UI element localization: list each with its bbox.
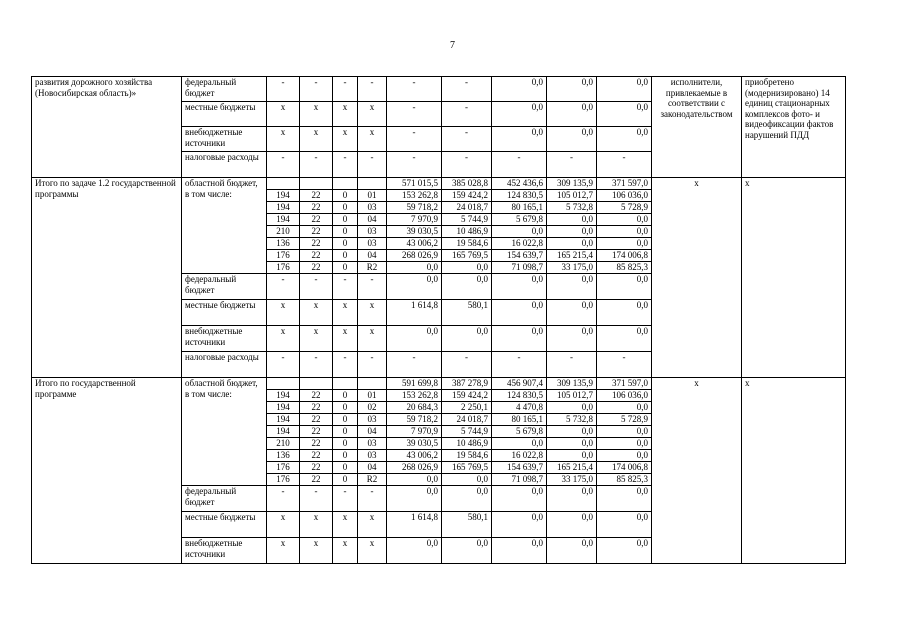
value-2019: 0,0 xyxy=(387,474,442,486)
code-grbs: 136 xyxy=(267,450,300,462)
value-2019: 43 006,2 xyxy=(387,238,442,250)
value-2019: 43 006,2 xyxy=(387,450,442,462)
value-2020: 0,0 xyxy=(442,486,492,512)
value-2022: 0,0 xyxy=(547,326,597,352)
value-2023: 0,0 xyxy=(597,438,652,450)
value-2023: 0,0 xyxy=(597,300,652,326)
value-2021: 5 679,8 xyxy=(492,214,547,226)
value-2020: 385 028,8 xyxy=(442,178,492,190)
value-2019: 39 030,5 xyxy=(387,438,442,450)
value-2019: 39 030,5 xyxy=(387,226,442,238)
code-grbs: x xyxy=(267,102,300,127)
measure-name: Итого по государственной программе xyxy=(32,378,182,564)
code-pr: - xyxy=(333,152,358,178)
value-2021: 4 470,8 xyxy=(492,402,547,414)
value-2022: 0,0 xyxy=(547,426,597,438)
value-2023: 0,0 xyxy=(597,512,652,538)
value-2023: 174 006,8 xyxy=(597,250,652,262)
code-grbs: x xyxy=(267,538,300,564)
budget-table xyxy=(31,76,846,564)
code-pr: 0 xyxy=(333,402,358,414)
value-2020: 24 018,7 xyxy=(442,414,492,426)
value-2019: 571 015,5 xyxy=(387,178,442,190)
value-2019: 268 026,9 xyxy=(387,250,442,262)
value-2022: - xyxy=(547,152,597,178)
table-row xyxy=(32,378,846,390)
value-2020: - xyxy=(442,152,492,178)
code-grbs: 194 xyxy=(267,390,300,402)
code-rz: 22 xyxy=(300,262,333,274)
code-grbs: x xyxy=(267,127,300,152)
code-grbs: 194 xyxy=(267,202,300,214)
value-2020: 0,0 xyxy=(442,326,492,352)
code-vr xyxy=(358,178,387,190)
value-2023: 0,0 xyxy=(597,238,652,250)
code-vr: - xyxy=(358,352,387,378)
value-2022: 105 012,7 xyxy=(547,190,597,202)
value-2020: 0,0 xyxy=(442,538,492,564)
value-2021: 0,0 xyxy=(492,127,547,152)
code-grbs xyxy=(267,178,300,190)
value-2021: 456 907,4 xyxy=(492,378,547,390)
code-vr: 03 xyxy=(358,450,387,462)
value-2021: 71 098,7 xyxy=(492,474,547,486)
code-rz: x xyxy=(300,512,333,538)
code-vr: 02 xyxy=(358,402,387,414)
code-vr: x xyxy=(358,102,387,127)
code-rz: - xyxy=(300,152,333,178)
value-2023: 0,0 xyxy=(597,226,652,238)
value-2022: 0,0 xyxy=(547,226,597,238)
value-2021: - xyxy=(492,352,547,378)
value-2019: 1 614,8 xyxy=(387,512,442,538)
value-2022: 0,0 xyxy=(547,438,597,450)
value-2019: 153 262,8 xyxy=(387,190,442,202)
measure-name: развития дорожного хозяйства (Новосибирская область)» xyxy=(32,77,182,178)
value-2020: 159 424,2 xyxy=(442,390,492,402)
value-2023: 0,0 xyxy=(597,538,652,564)
code-pr: 0 xyxy=(333,414,358,426)
value-2019: 0,0 xyxy=(387,274,442,300)
value-2019: - xyxy=(387,102,442,127)
value-2022: 0,0 xyxy=(547,450,597,462)
value-2023: 371 597,0 xyxy=(597,378,652,390)
funding-source: внебюджетные источники xyxy=(182,127,267,152)
code-grbs: 210 xyxy=(267,226,300,238)
code-rz: - xyxy=(300,352,333,378)
funding-source: областной бюджет, в том числе: xyxy=(182,178,267,274)
code-grbs: - xyxy=(267,274,300,300)
funding-source: местные бюджеты xyxy=(182,512,267,538)
value-2021: 0,0 xyxy=(492,300,547,326)
value-2021: 80 165,1 xyxy=(492,414,547,426)
value-2020: 0,0 xyxy=(442,274,492,300)
value-2023: - xyxy=(597,152,652,178)
expected-result: приобретено (модернизировано) 14 единиц стационарных комплексов фото- и видеофиксации фактов нарушений ПДД xyxy=(742,77,846,178)
value-2021: 0,0 xyxy=(492,326,547,352)
value-2021: - xyxy=(492,152,547,178)
code-grbs: 194 xyxy=(267,414,300,426)
value-2023: 85 825,3 xyxy=(597,262,652,274)
code-vr: 04 xyxy=(358,250,387,262)
value-2020: - xyxy=(442,77,492,102)
code-vr: 03 xyxy=(358,414,387,426)
value-2020: - xyxy=(442,127,492,152)
value-2023: 0,0 xyxy=(597,450,652,462)
value-2023: 371 597,0 xyxy=(597,178,652,190)
code-grbs: 176 xyxy=(267,474,300,486)
code-vr: x xyxy=(358,326,387,352)
code-pr: x xyxy=(333,127,358,152)
code-vr: 03 xyxy=(358,238,387,250)
code-grbs: 176 xyxy=(267,462,300,474)
executors: исполнители, привлекаемые в соответствии с законодательством xyxy=(652,77,742,178)
value-2022: 0,0 xyxy=(547,214,597,226)
code-pr: 0 xyxy=(333,438,358,450)
value-2019: 20 684,3 xyxy=(387,402,442,414)
value-2022: 165 215,4 xyxy=(547,462,597,474)
code-pr: x xyxy=(333,326,358,352)
code-vr: - xyxy=(358,77,387,102)
code-rz: - xyxy=(300,77,333,102)
value-2021: 0,0 xyxy=(492,77,547,102)
value-2020: 387 278,9 xyxy=(442,378,492,390)
code-vr: R2 xyxy=(358,262,387,274)
value-2021: 0,0 xyxy=(492,512,547,538)
value-2022: 5 732,8 xyxy=(547,202,597,214)
value-2020: 165 769,5 xyxy=(442,250,492,262)
code-rz: 22 xyxy=(300,202,333,214)
value-2022: 0,0 xyxy=(547,538,597,564)
code-vr: - xyxy=(358,152,387,178)
code-vr: 03 xyxy=(358,438,387,450)
code-pr: x xyxy=(333,538,358,564)
value-2022: 165 215,4 xyxy=(547,250,597,262)
code-grbs: x xyxy=(267,512,300,538)
value-2023: 0,0 xyxy=(597,102,652,127)
code-rz: x xyxy=(300,300,333,326)
code-pr: - xyxy=(333,486,358,512)
code-grbs: 194 xyxy=(267,214,300,226)
value-2023: 5 728,9 xyxy=(597,202,652,214)
value-2022: 0,0 xyxy=(547,512,597,538)
code-vr: 03 xyxy=(358,226,387,238)
code-pr: 0 xyxy=(333,238,358,250)
code-vr: - xyxy=(358,486,387,512)
value-2019: - xyxy=(387,352,442,378)
value-2023: 85 825,3 xyxy=(597,474,652,486)
funding-source: налоговые расходы xyxy=(182,152,267,178)
table-row xyxy=(32,178,846,190)
funding-source: внебюджетные источники xyxy=(182,538,267,564)
code-pr: 0 xyxy=(333,226,358,238)
value-2019: 0,0 xyxy=(387,326,442,352)
value-2019: 591 699,8 xyxy=(387,378,442,390)
value-2023: 0,0 xyxy=(597,326,652,352)
code-rz: - xyxy=(300,486,333,512)
value-2022: 309 135,9 xyxy=(547,178,597,190)
code-grbs: - xyxy=(267,352,300,378)
value-2020: 2 250,1 xyxy=(442,402,492,414)
value-2023: 0,0 xyxy=(597,486,652,512)
value-2021: 16 022,8 xyxy=(492,238,547,250)
value-2021: 0,0 xyxy=(492,538,547,564)
value-2020: 580,1 xyxy=(442,512,492,538)
code-vr: x xyxy=(358,538,387,564)
code-pr: x xyxy=(333,102,358,127)
code-vr: 04 xyxy=(358,214,387,226)
code-grbs: 194 xyxy=(267,426,300,438)
value-2020: 24 018,7 xyxy=(442,202,492,214)
value-2022: 309 135,9 xyxy=(547,378,597,390)
code-pr: 0 xyxy=(333,450,358,462)
executors: x xyxy=(652,378,742,564)
code-rz: 22 xyxy=(300,450,333,462)
code-pr xyxy=(333,178,358,190)
value-2019: - xyxy=(387,152,442,178)
value-2023: 0,0 xyxy=(597,214,652,226)
value-2021: 0,0 xyxy=(492,226,547,238)
code-pr: 0 xyxy=(333,214,358,226)
code-vr: 01 xyxy=(358,190,387,202)
code-vr: R2 xyxy=(358,474,387,486)
value-2020: - xyxy=(442,102,492,127)
code-pr: - xyxy=(333,77,358,102)
value-2020: 19 584,6 xyxy=(442,238,492,250)
value-2023: 0,0 xyxy=(597,77,652,102)
code-rz: 22 xyxy=(300,214,333,226)
code-grbs: 194 xyxy=(267,190,300,202)
funding-source: федеральный бюджет xyxy=(182,274,267,300)
value-2020: 19 584,6 xyxy=(442,450,492,462)
code-rz: x xyxy=(300,326,333,352)
code-rz: 22 xyxy=(300,226,333,238)
code-grbs: x xyxy=(267,300,300,326)
code-grbs: 136 xyxy=(267,238,300,250)
value-2022: - xyxy=(547,352,597,378)
value-2023: 0,0 xyxy=(597,274,652,300)
code-rz: 22 xyxy=(300,438,333,450)
funding-source: местные бюджеты xyxy=(182,102,267,127)
value-2020: 10 486,9 xyxy=(442,226,492,238)
code-vr: 03 xyxy=(358,202,387,214)
value-2023: 0,0 xyxy=(597,426,652,438)
code-grbs: 194 xyxy=(267,402,300,414)
code-grbs: x xyxy=(267,326,300,352)
value-2022: 0,0 xyxy=(547,486,597,512)
value-2019: 268 026,9 xyxy=(387,462,442,474)
value-2023: - xyxy=(597,352,652,378)
code-rz: x xyxy=(300,102,333,127)
code-pr: 0 xyxy=(333,202,358,214)
code-pr: 0 xyxy=(333,390,358,402)
code-pr: 0 xyxy=(333,262,358,274)
value-2019: 59 718,2 xyxy=(387,202,442,214)
value-2020: 0,0 xyxy=(442,474,492,486)
value-2021: 80 165,1 xyxy=(492,202,547,214)
value-2021: 71 098,7 xyxy=(492,262,547,274)
executors: x xyxy=(652,178,742,378)
code-pr: - xyxy=(333,352,358,378)
value-2019: 153 262,8 xyxy=(387,390,442,402)
value-2021: 0,0 xyxy=(492,274,547,300)
code-pr: - xyxy=(333,274,358,300)
page-number: 7 xyxy=(450,40,455,51)
code-vr: x xyxy=(358,512,387,538)
code-vr: 04 xyxy=(358,426,387,438)
value-2021: 124 830,5 xyxy=(492,390,547,402)
value-2023: 5 728,9 xyxy=(597,414,652,426)
code-grbs xyxy=(267,378,300,390)
code-vr: 01 xyxy=(358,390,387,402)
funding-source: внебюджетные источники xyxy=(182,326,267,352)
value-2019: 59 718,2 xyxy=(387,414,442,426)
value-2023: 174 006,8 xyxy=(597,462,652,474)
expected-result: x xyxy=(742,378,846,564)
value-2019: - xyxy=(387,77,442,102)
value-2022: 33 175,0 xyxy=(547,262,597,274)
funding-source: областной бюджет, в том числе: xyxy=(182,378,267,486)
code-rz: 22 xyxy=(300,190,333,202)
value-2022: 0,0 xyxy=(547,238,597,250)
code-grbs: - xyxy=(267,152,300,178)
value-2019: 0,0 xyxy=(387,538,442,564)
code-grbs: 176 xyxy=(267,262,300,274)
code-grbs: - xyxy=(267,77,300,102)
expected-result: x xyxy=(742,178,846,378)
value-2020: 5 744,9 xyxy=(442,214,492,226)
value-2021: 0,0 xyxy=(492,486,547,512)
measure-name: Итого по задаче 1.2 государственной программы xyxy=(32,178,182,378)
value-2022: 105 012,7 xyxy=(547,390,597,402)
code-vr xyxy=(358,378,387,390)
value-2021: 154 639,7 xyxy=(492,250,547,262)
code-grbs: - xyxy=(267,486,300,512)
code-grbs: 210 xyxy=(267,438,300,450)
value-2019: - xyxy=(387,127,442,152)
funding-source: федеральный бюджет xyxy=(182,486,267,512)
value-2023: 0,0 xyxy=(597,127,652,152)
code-rz xyxy=(300,378,333,390)
code-rz: x xyxy=(300,538,333,564)
code-rz: - xyxy=(300,274,333,300)
value-2023: 0,0 xyxy=(597,402,652,414)
code-rz: 22 xyxy=(300,462,333,474)
value-2021: 124 830,5 xyxy=(492,190,547,202)
value-2020: - xyxy=(442,352,492,378)
value-2022: 33 175,0 xyxy=(547,474,597,486)
code-pr: x xyxy=(333,300,358,326)
funding-source: федеральный бюджет xyxy=(182,77,267,102)
code-grbs: 176 xyxy=(267,250,300,262)
value-2021: 0,0 xyxy=(492,438,547,450)
code-pr: x xyxy=(333,512,358,538)
code-pr: 0 xyxy=(333,190,358,202)
code-rz: 22 xyxy=(300,426,333,438)
code-rz: 22 xyxy=(300,414,333,426)
code-rz xyxy=(300,178,333,190)
code-rz: 22 xyxy=(300,238,333,250)
code-rz: 22 xyxy=(300,390,333,402)
value-2021: 452 436,6 xyxy=(492,178,547,190)
code-rz: 22 xyxy=(300,402,333,414)
code-vr: 04 xyxy=(358,462,387,474)
value-2022: 0,0 xyxy=(547,77,597,102)
value-2021: 0,0 xyxy=(492,102,547,127)
value-2021: 154 639,7 xyxy=(492,462,547,474)
code-vr: x xyxy=(358,300,387,326)
value-2019: 7 970,9 xyxy=(387,426,442,438)
code-pr: 0 xyxy=(333,250,358,262)
value-2022: 5 732,8 xyxy=(547,414,597,426)
code-rz: x xyxy=(300,127,333,152)
code-rz: 22 xyxy=(300,250,333,262)
value-2021: 5 679,8 xyxy=(492,426,547,438)
value-2020: 10 486,9 xyxy=(442,438,492,450)
code-pr: 0 xyxy=(333,462,358,474)
code-pr: 0 xyxy=(333,426,358,438)
value-2020: 0,0 xyxy=(442,262,492,274)
value-2021: 16 022,8 xyxy=(492,450,547,462)
code-pr: 0 xyxy=(333,474,358,486)
value-2019: 1 614,8 xyxy=(387,300,442,326)
value-2023: 106 036,0 xyxy=(597,390,652,402)
value-2022: 0,0 xyxy=(547,102,597,127)
table-row xyxy=(32,77,846,102)
value-2020: 159 424,2 xyxy=(442,190,492,202)
value-2022: 0,0 xyxy=(547,300,597,326)
value-2019: 0,0 xyxy=(387,486,442,512)
code-rz: 22 xyxy=(300,474,333,486)
value-2019: 0,0 xyxy=(387,262,442,274)
value-2023: 106 036,0 xyxy=(597,190,652,202)
funding-source: местные бюджеты xyxy=(182,300,267,326)
value-2020: 580,1 xyxy=(442,300,492,326)
code-vr: x xyxy=(358,127,387,152)
value-2022: 0,0 xyxy=(547,402,597,414)
funding-source: налоговые расходы xyxy=(182,352,267,378)
value-2022: 0,0 xyxy=(547,127,597,152)
value-2020: 165 769,5 xyxy=(442,462,492,474)
code-vr: - xyxy=(358,274,387,300)
value-2022: 0,0 xyxy=(547,274,597,300)
code-pr xyxy=(333,378,358,390)
value-2020: 5 744,9 xyxy=(442,426,492,438)
value-2019: 7 970,9 xyxy=(387,214,442,226)
